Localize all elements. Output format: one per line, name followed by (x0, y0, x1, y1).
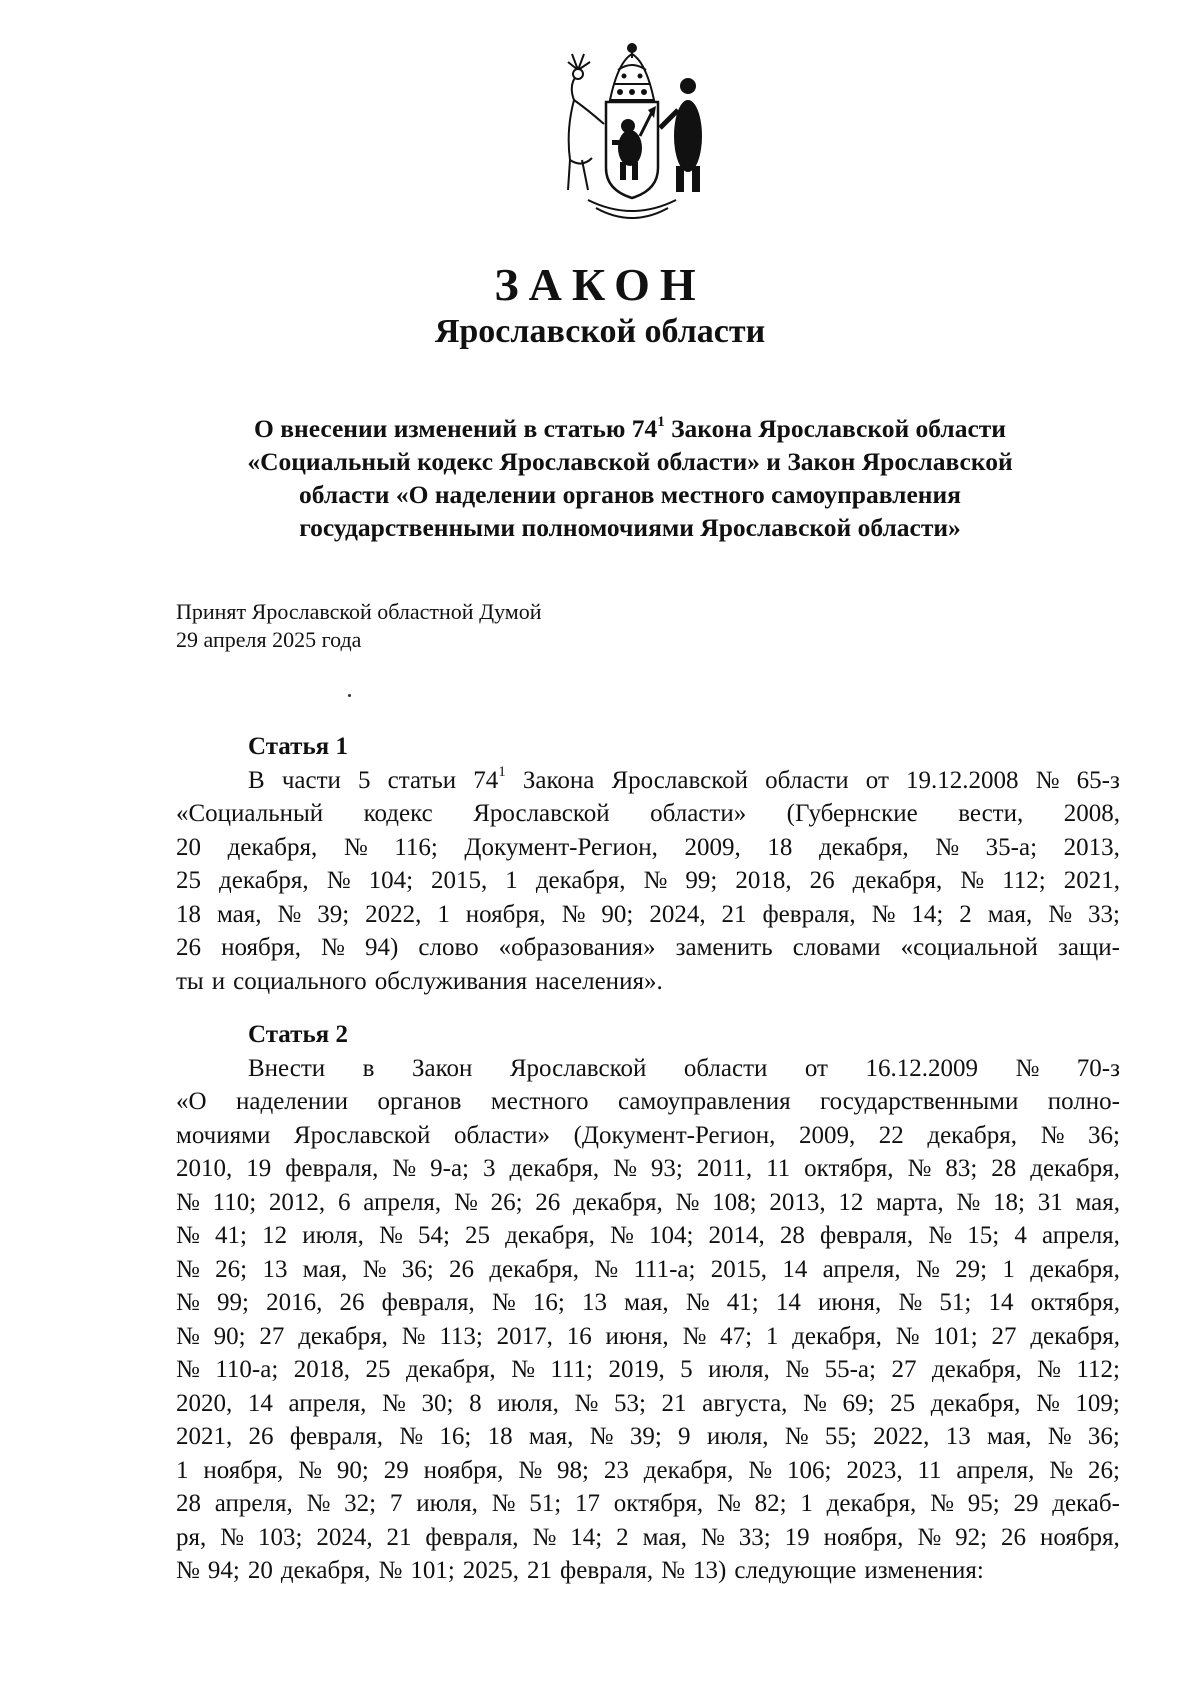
coat-of-arms-icon (548, 40, 716, 230)
heading-line-2: «Социальный кодекс Ярославской области» и Закон Ярославской (247, 447, 1013, 476)
article-1 (176, 730, 1120, 998)
article-2-text-line: 2020, 14 апреля, № 30; 8 июля, № 53; 21 августа, № 69; 25 декабря, № 109; (176, 1389, 1120, 1417)
article-2-text-line: Внести в Закон Ярославской области от 16.12.2009 № 70-з (248, 1054, 1120, 1082)
article-2-text-line: № 99; 2016, 26 февраля, № 16; 13 мая, № 41; 14 июня, № 51; 14 октября, (176, 1289, 1120, 1316)
scan-dot (348, 694, 351, 697)
article-2 (176, 1018, 1120, 1588)
adopted-date: 29 апреля 2025 года (176, 627, 362, 652)
article-1-text-line: «Социальный кодекс Ярославской области» (Губернские вести, 2008, (176, 800, 1120, 827)
article-2-text-line: № 41; 12 июля, № 54; 25 декабря, № 104; 2014, 28 февраля, № 15; 4 апреля, (176, 1222, 1120, 1249)
article-2-text-line: № 110-а; 2018, 25 декабря, № 111; 2019, 5 июля, № 55-а; 27 декабря, № 112; (176, 1356, 1120, 1383)
article-1-text-line: В части 5 статьи $74^1$ Закона Ярославской области от 19.12.2008 № 65-з (248, 764, 1120, 794)
article-1-text-line: 25 декабря, № 104; 2015, 1 декабря, № 99; 2018, 26 декабря, № 112; 2021, (176, 867, 1120, 894)
article-2-text-line: ря, № 103; 2024, 21 февраля, № 14; 2 мая, № 33; 19 ноября, № 92; 26 ноября, (176, 1523, 1120, 1551)
adoption-info (176, 598, 542, 654)
document-heading (180, 412, 1080, 544)
article-2-text-line: 2010, 19 февраля, № 9-а; 3 декабря, № 93; 2011, 11 октября, № 83; 28 декабря, (176, 1155, 1120, 1182)
article-1-text-line: 26 ноября, № 94) слово «образования» заменить словами «социальной защи- (176, 934, 1120, 961)
article-2-text-line: № 90; 27 декабря, № 113; 2017, 16 июня, № 47; 1 декабря, № 101; 27 декабря, (176, 1322, 1120, 1350)
heading-line-1: О внесении изменений в статью $74^1$ Закона Ярославской области (254, 413, 1006, 443)
article-2-title: Статья 2 (248, 1021, 348, 1048)
article-2-text-line: мочиями Ярославской области» (Документ-Регион, 2009, 22 декабря, № 36; (176, 1121, 1120, 1149)
article-2-text-line: «О наделении органов местного самоуправления государственными полно- (176, 1088, 1120, 1115)
article-1-title: Статья 1 (248, 733, 348, 760)
article-2-text-line: № 26; 13 мая, № 36; 26 декабря, № 111-а; 2015, 14 апреля, № 29; 1 декабря, (176, 1255, 1120, 1283)
article-2-text-line: 28 апреля, № 32; 7 июля, № 51; 17 октября, № 82; 1 декабря, № 95; 29 декаб- (176, 1490, 1120, 1517)
article-2-text-line: 1 ноября, № 90; 29 ноября, № 98; 23 декабря, № 106; 2023, 11 апреля, № 26; (176, 1456, 1120, 1484)
law-title: ЗАКОН (494, 259, 706, 310)
article-2-text-line: № 94; 20 декабря, № 101; 2025, 21 февраля, № 13) следующие изменения: (176, 1557, 984, 1584)
article-1-text-line: 18 мая, № 39; 2022, 1 ноября, № 90; 2024, 21 февраля, № 14; 2 мая, № 33; (176, 900, 1120, 928)
law-region: Ярославской области (434, 313, 766, 350)
adopted-by: Принят Ярославской областной Думой (176, 599, 542, 624)
article-2-text-line: 2021, 26 февраля, № 16; 18 мая, № 39; 9 июля, № 55; 2022, 13 мая, № 36; (176, 1423, 1120, 1450)
article-1-text-line: ты и социального обслуживания населения». (176, 967, 663, 995)
article-1-text-line: 20 декабря, № 116; Документ-Регион, 2009, 18 декабря, № 35-а; 2013, (176, 833, 1120, 861)
article-2-body (176, 1052, 1120, 1588)
heading-line-3: области «О наделении органов местного самоуправления (299, 480, 961, 509)
article-2-text-line: № 110; 2012, 6 апреля, № 26; 26 декабря, № 108; 2013, 12 марта, № 18; 31 мая, (176, 1188, 1120, 1216)
heading-line-4: государственными полномочиями Ярославской области» (299, 513, 961, 542)
article-1-body (176, 764, 1120, 999)
